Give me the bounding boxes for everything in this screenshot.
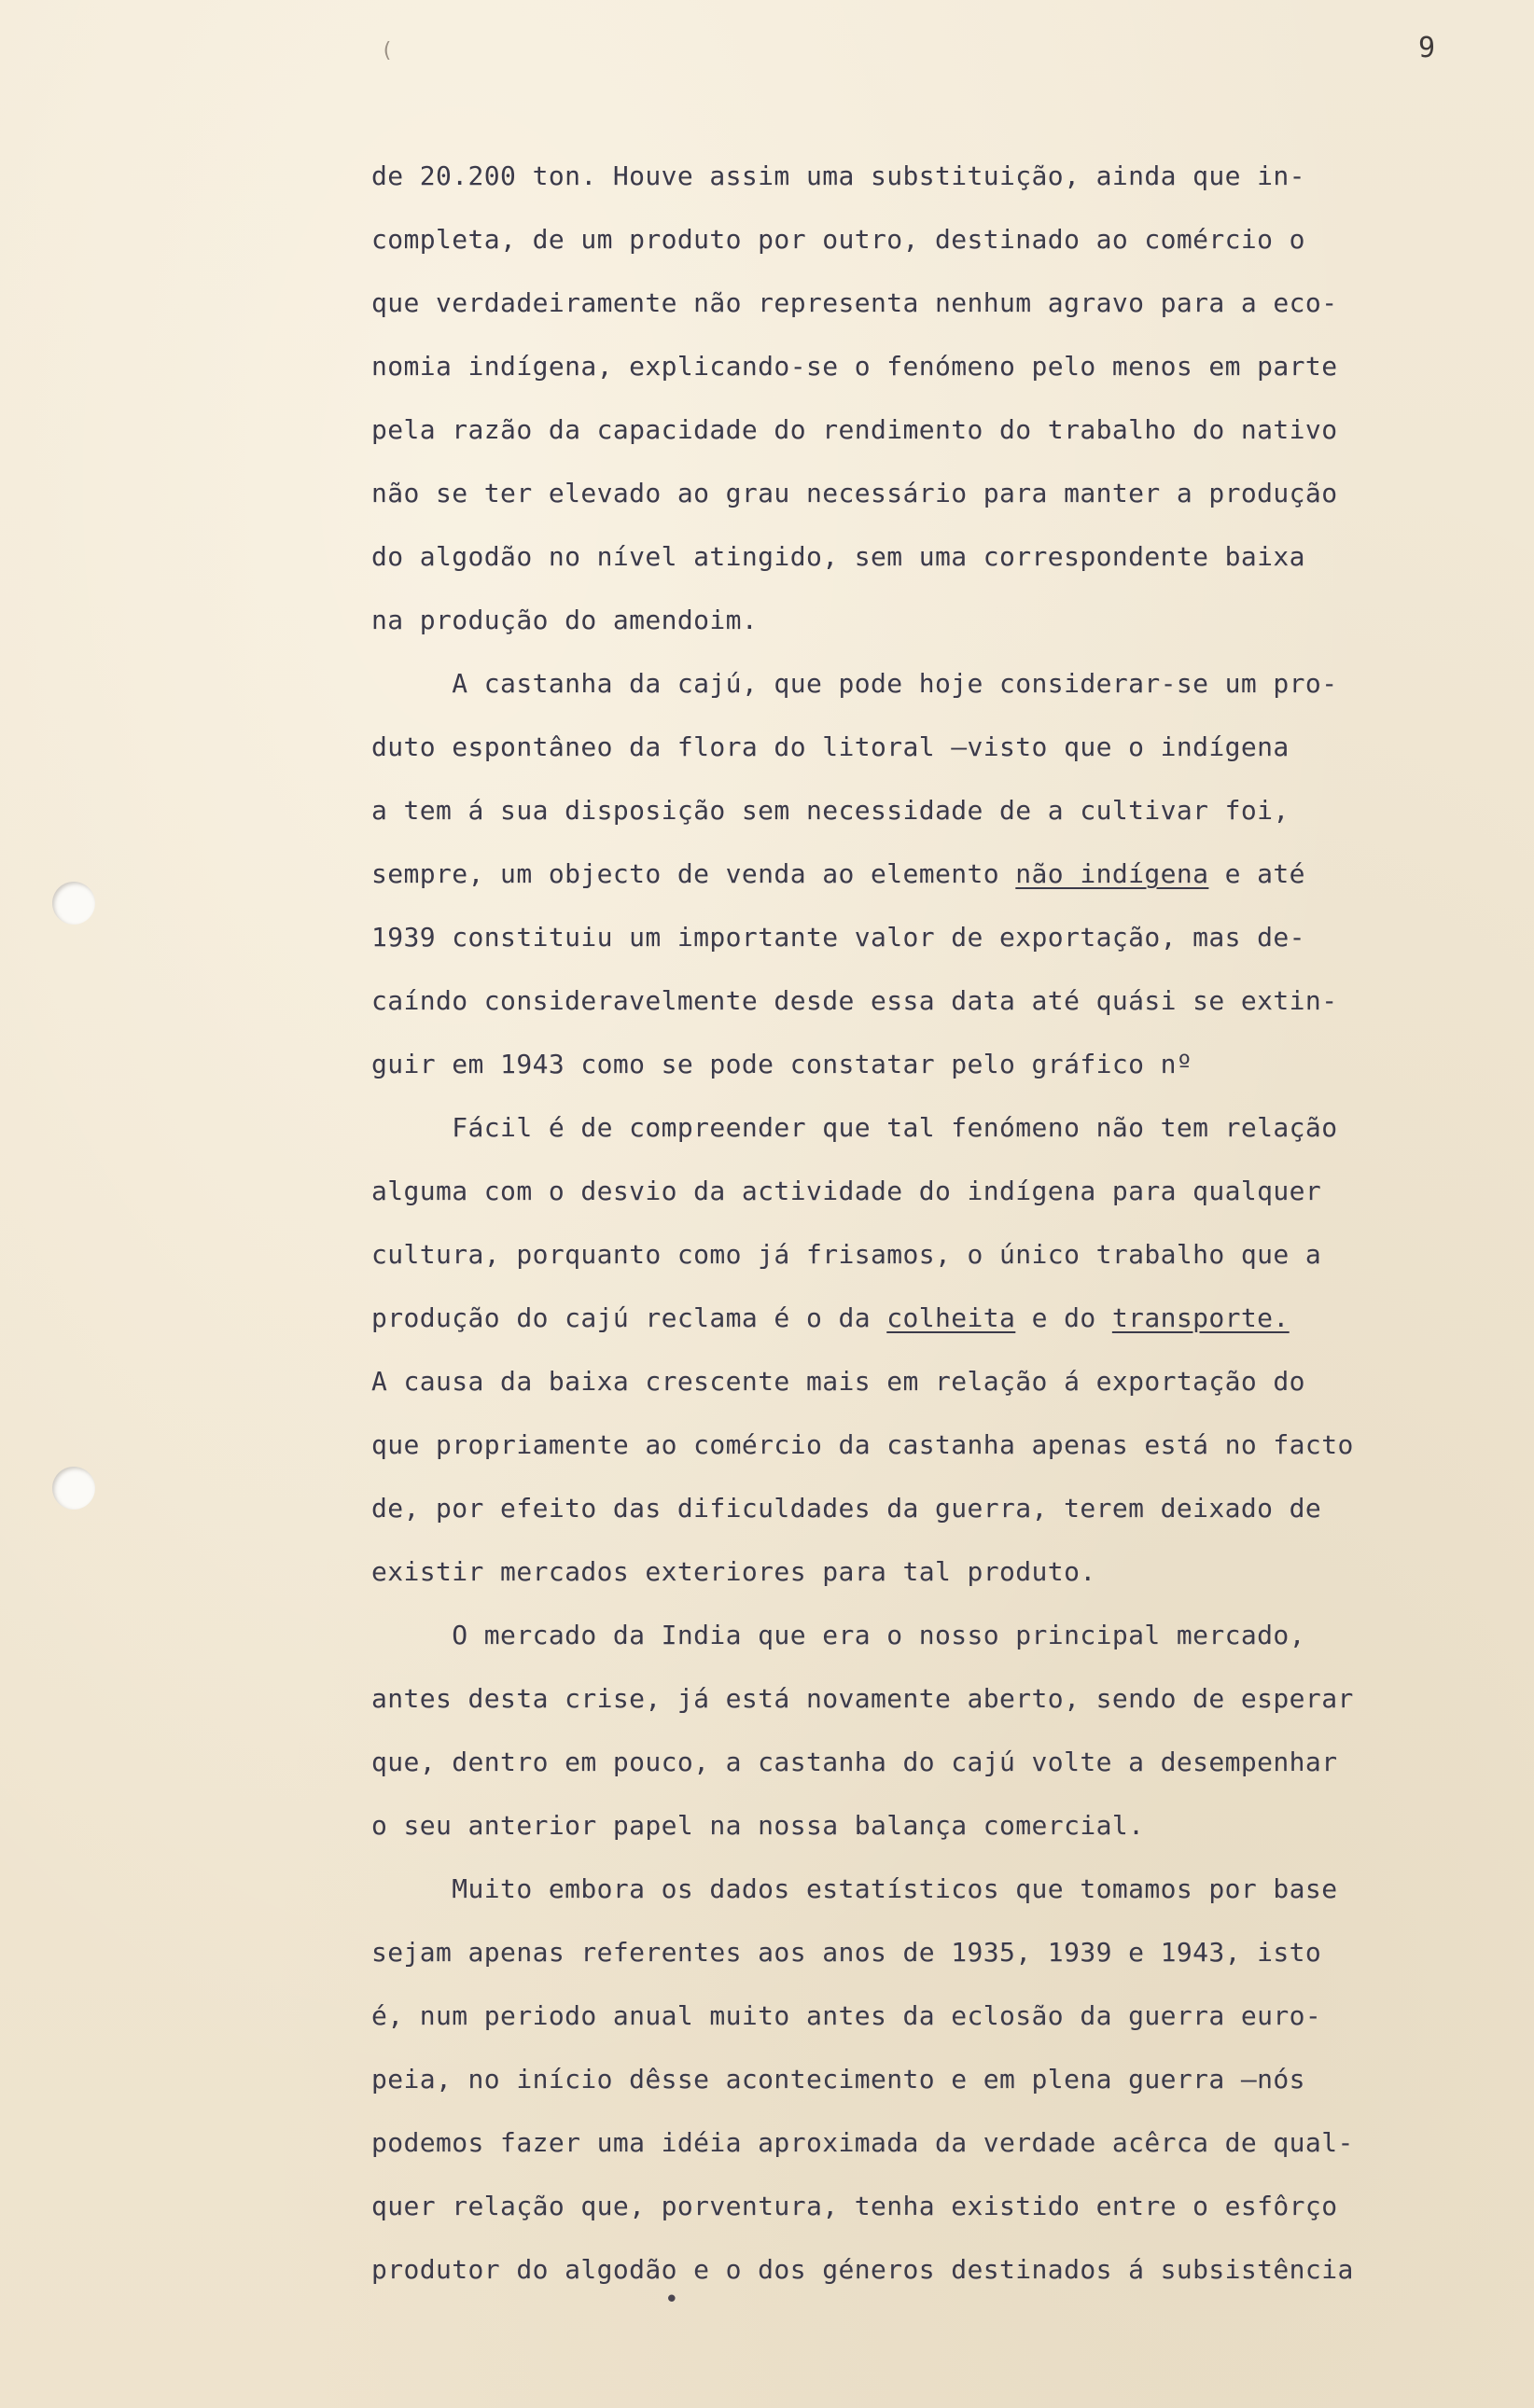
text-segment: guir em 1943 como se pode constatar pelo gráfico nº <box>371 1049 1193 1079</box>
text-line <box>371 1991 1512 2054</box>
margin-mark: ( <box>381 39 394 63</box>
text-segment: quer relação que, porventura, tenha existido entre o esfôrço <box>371 2191 1338 2221</box>
text-line <box>371 1674 1512 1737</box>
text-segment: de, por efeito das dificuldades da guerra, terem deixado de <box>371 1493 1322 1524</box>
text-line <box>371 468 1512 532</box>
text-segment: na produção do amendoim. <box>371 605 759 635</box>
text-line <box>371 532 1512 595</box>
text-segment: e do <box>1015 1302 1112 1333</box>
text-segment: Muito embora os dados estatísticos que tomamos por base <box>371 1873 1338 1904</box>
paragraph <box>371 1103 1512 1610</box>
text-line <box>371 659 1512 722</box>
text-line <box>371 1483 1512 1547</box>
text-segment: produção do cajú reclama é o da <box>371 1302 887 1333</box>
text-line <box>371 595 1512 659</box>
text-segment: sejam apenas referentes aos anos de 1935, 1939 e 1943, isto <box>371 1937 1322 1968</box>
underlined-text: transporte. <box>1111 1302 1290 1333</box>
text-segment: podemos fazer uma idéia aproximada da verdade acêrca de qual- <box>371 2127 1354 2158</box>
text-segment: alguma com o desvio da actividade do indígena para qualquer <box>371 1176 1322 1206</box>
text-segment: A causa da baixa crescente mais em relação á exportação do <box>371 1366 1305 1397</box>
text-segment: que, dentro em pouco, a castanha do cajú volte a desempenhar <box>371 1747 1338 1777</box>
text-line <box>371 1864 1512 1928</box>
paragraph <box>371 659 1512 1103</box>
paragraph <box>371 1610 1512 1864</box>
text-segment: O mercado da India que era o nosso principal mercado, <box>371 1620 1305 1650</box>
text-line <box>371 405 1512 468</box>
punch-hole-top <box>52 882 95 925</box>
text-segment: A castanha da cajú, que pode hoje considerar-se um pro- <box>371 668 1338 699</box>
text-segment: e até <box>1208 858 1305 889</box>
text-line <box>371 1293 1512 1357</box>
text-segment: Fácil é de compreender que tal fenómeno não tem relação <box>371 1112 1338 1143</box>
text-line <box>371 912 1512 976</box>
text-segment: caíndo consideravelmente desde essa data até quási se extin- <box>371 985 1338 1016</box>
text-segment: antes desta crise, já está novamente aberto, sendo de esperar <box>371 1683 1354 1714</box>
text-segment: produtor do algodão e o dos géneros destinados á subsistência <box>371 2254 1354 2285</box>
text-line <box>371 1801 1512 1864</box>
underlined-text: colheita <box>886 1302 1016 1333</box>
paragraph <box>371 151 1512 659</box>
text-segment: nomia indígena, explicando-se o fenómeno pelo menos em parte <box>371 351 1338 382</box>
text-line <box>371 976 1512 1039</box>
text-segment: não se ter elevado ao grau necessário para manter a produção <box>371 478 1338 508</box>
text-segment: peia, no início dêsse acontecimento e em plena guerra —nós <box>371 2064 1305 2095</box>
underlined-text: não indígena <box>1015 858 1209 889</box>
punch-hole-bottom <box>52 1467 95 1510</box>
paragraph <box>371 1864 1512 2308</box>
text-segment: que propriamente ao comércio da castanha apenas está no facto <box>371 1429 1354 1460</box>
text-segment: que verdadeiramente não representa nenhum agravo para a eco- <box>371 287 1338 318</box>
text-segment: a tem á sua disposição sem necessidade de a cultivar foi, <box>371 795 1290 826</box>
text-segment: de 20.200 ton. Houve assim uma substituição, ainda que in- <box>371 160 1305 191</box>
text-line <box>371 1103 1512 1166</box>
text-line <box>371 849 1512 912</box>
text-line <box>371 2054 1512 2118</box>
text-line <box>371 341 1512 405</box>
body-text <box>371 151 1512 2308</box>
text-line <box>371 2118 1512 2181</box>
text-line <box>371 1610 1512 1674</box>
text-line <box>371 215 1512 278</box>
bottom-mark: • <box>664 2286 679 2314</box>
text-segment: completa, de um produto por outro, destinado ao comércio o <box>371 224 1305 255</box>
text-line <box>371 278 1512 341</box>
text-line <box>371 1928 1512 1991</box>
text-segment: cultura, porquanto como já frisamos, o único trabalho que a <box>371 1239 1322 1270</box>
text-line <box>371 786 1512 849</box>
text-line <box>371 1230 1512 1293</box>
text-segment: sempre, um objecto de venda ao elemento <box>371 858 1016 889</box>
text-segment: é, num periodo anual muito antes da eclosão da guerra euro- <box>371 2000 1322 2031</box>
text-line <box>371 2245 1512 2308</box>
text-line <box>371 2181 1512 2245</box>
text-line <box>371 1737 1512 1801</box>
text-line <box>371 1547 1512 1610</box>
text-line <box>371 1166 1512 1230</box>
text-line <box>371 722 1512 786</box>
text-line <box>371 1420 1512 1483</box>
text-line <box>371 1039 1512 1103</box>
text-line <box>371 1357 1512 1420</box>
text-segment: do algodão no nível atingido, sem uma correspondente baixa <box>371 541 1305 572</box>
text-segment: existir mercados exteriores para tal produto. <box>371 1556 1096 1587</box>
text-segment: o seu anterior papel na nossa balança comercial. <box>371 1810 1145 1841</box>
text-segment: 1939 constituiu um importante valor de exportação, mas de- <box>371 922 1305 953</box>
text-segment: duto espontâneo da flora do litoral —visto que o indígena <box>371 731 1290 762</box>
page-number: 9 <box>1418 32 1436 64</box>
text-line <box>371 151 1512 215</box>
text-segment: pela razão da capacidade do rendimento do trabalho do nativo <box>371 414 1338 445</box>
